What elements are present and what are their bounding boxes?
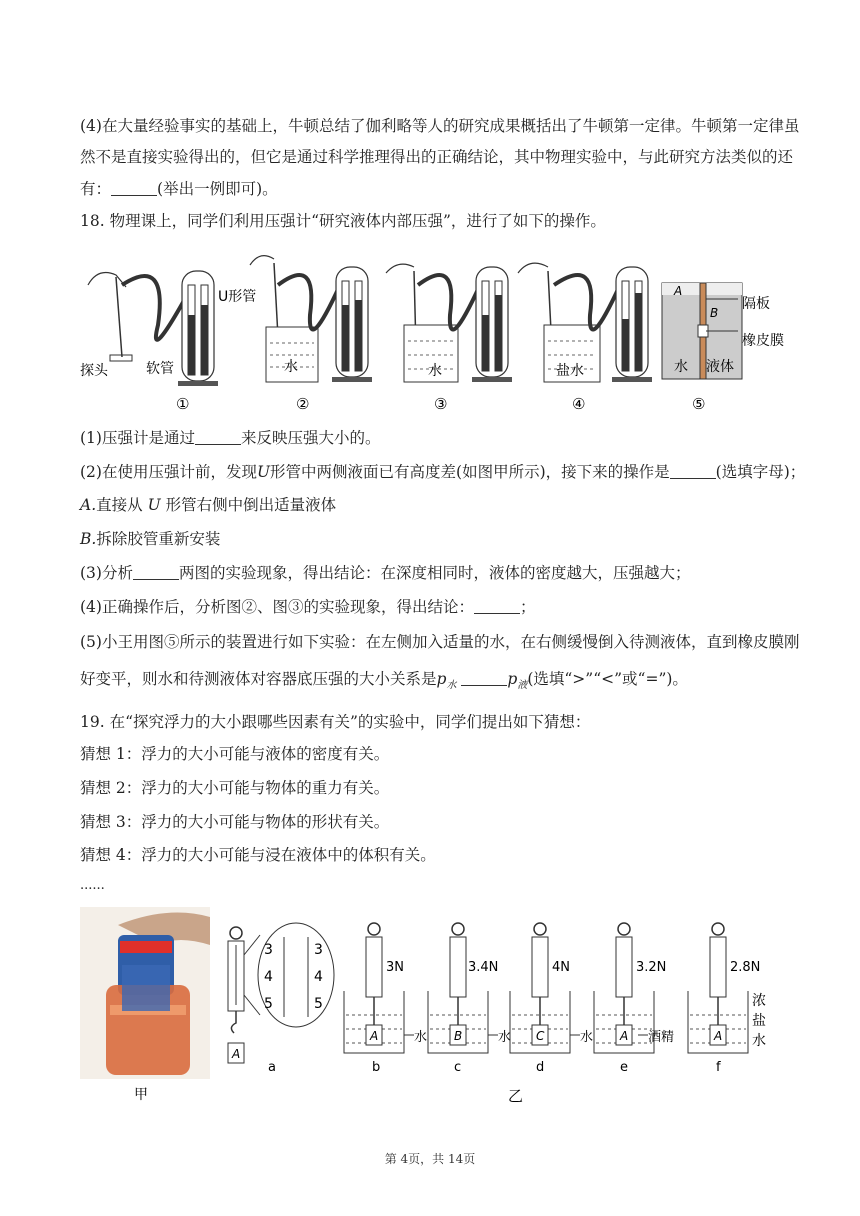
panel-a: a: [268, 1060, 276, 1075]
q18-p4-post: ；: [519, 598, 536, 616]
q19-guess-2: 猜想 2：浮力的大小可能与物体的重力有关。: [80, 779, 390, 797]
block-e: A: [620, 1029, 629, 1043]
q18-p3-post: 两图的实验现象，得出结论：在深度相同时，液体的密度越大，压强越大；: [178, 564, 691, 582]
reading-b: 3N: [386, 960, 404, 975]
panel-e: e: [620, 1060, 628, 1075]
fig-num-3: ③: [434, 395, 448, 413]
q17-line3-pre: 有：: [80, 180, 112, 198]
tick-3-right: 3: [314, 942, 323, 958]
q18-p5-line1: (5)小王用图⑤所示的装置进行如下实验：在左侧加入适量的水，在右侧缓慢倒入待测液体，直到橡皮膜刚: [80, 633, 800, 651]
liquid-f-2: 盐: [752, 1013, 766, 1029]
panel-d: d: [536, 1060, 545, 1075]
label-probe: 探头: [80, 363, 108, 379]
label-b: B: [710, 306, 719, 320]
block-d: C: [536, 1029, 545, 1043]
q18-p3: [80, 563, 690, 583]
label-u-tube: U形管: [218, 289, 257, 305]
reading-f: 2.8N: [730, 960, 761, 975]
option-b-letter: B.: [80, 530, 97, 548]
q18-p1-post: 来反映压强大小的。: [240, 429, 381, 447]
apparatus-2: [250, 256, 372, 382]
q18-p2-post: 形管中两侧液面已有高度差(如图甲所示)，接下来的操作是: [270, 463, 670, 481]
label-salt-water: 盐水: [556, 363, 584, 379]
label-hose: 软管: [146, 361, 174, 377]
q18-option-a: [80, 495, 336, 515]
tick-4-left: 4: [264, 969, 273, 985]
panel-c: c: [454, 1060, 462, 1075]
p-liquid: p: [507, 670, 518, 688]
tick-5-left: 5: [264, 996, 273, 1012]
label-water-2: 水: [284, 359, 298, 375]
q18-stem: 18. 物理课上，同学们利用压强计“研究液体内部压强”，进行了如下的操作。: [80, 212, 606, 230]
fig-num-4: ④: [572, 395, 586, 413]
q18-figure: [78, 245, 798, 417]
p-water-sub: 水: [446, 680, 457, 692]
q19-figure: [78, 905, 778, 1110]
label-membrane: 橡皮膜: [742, 333, 784, 349]
block-f: A: [714, 1029, 723, 1043]
q19-guess-4: 猜想 4：浮力的大小可能与浸在液体中的体积有关。: [80, 846, 436, 864]
apparatus-3: [386, 264, 512, 382]
q19-guess-3: 猜想 3：浮力的大小可能与物体的形状有关。: [80, 813, 390, 831]
block-c: B: [454, 1029, 463, 1043]
p-water: p: [436, 670, 447, 688]
option-a-post: 形管右侧中倒出适量液体: [165, 496, 337, 514]
block-b: A: [370, 1029, 379, 1043]
panel-b: b: [372, 1060, 381, 1075]
answer-blank: [133, 565, 179, 580]
tick-5-right: 5: [314, 996, 323, 1012]
q18-p2: [80, 462, 805, 482]
label-water-5: 水: [674, 359, 688, 375]
option-a-pre: 直接从: [96, 496, 143, 514]
answer-blank: [195, 430, 241, 445]
label-partition: 隔板: [742, 296, 770, 312]
p-liquid-sub: 液: [517, 680, 528, 692]
panel-f: f: [716, 1060, 721, 1075]
liquid-d: 水: [580, 1030, 594, 1045]
answer-blank: [474, 599, 520, 614]
q18-p2-pre: (2)在使用压强计前，发现: [80, 463, 257, 481]
beaker-d: [510, 923, 580, 1053]
fig-num-1: ①: [176, 395, 190, 413]
apparatus-4: [518, 263, 652, 382]
q17-line1: (4)在大量经验事实的基础上，牛顿总结了伽利略等人的研究成果概括出了牛顿第一定律。牛顿第一定律虽: [80, 117, 800, 135]
option-b-text: 拆除胶管重新安装: [96, 530, 221, 548]
q18-p4-pre: (4)正确操作后，分析图②、图③的实验现象，得出结论：: [80, 598, 474, 616]
q18-p2-end: (选填字母)；: [715, 463, 806, 481]
q18-p5-line2: [80, 669, 688, 696]
answer-blank: [670, 464, 716, 479]
q18-p3-pre: (3)分析: [80, 564, 133, 582]
liquid-f-1: 浓: [752, 993, 766, 1009]
liquid-b: 水: [414, 1030, 428, 1045]
liquid-c: 水: [498, 1030, 512, 1045]
q18-p1-pre: (1)压强计是通过: [80, 429, 195, 447]
q19-stem: 19. 在“探究浮力的大小跟哪些因素有关”的实验中，同学们提出如下猜想：: [80, 713, 591, 731]
label-liquid: 液体: [706, 359, 734, 375]
q18-p1: [80, 428, 380, 448]
reading-c: 3.4N: [468, 960, 499, 975]
q17-line3-post: (举出一例即可)。: [157, 180, 278, 198]
reading-d: 4N: [552, 960, 570, 975]
fig-num-5: ⑤: [692, 395, 706, 413]
q18-p5-line2-pre: 好变平，则水和待测液体对容器底压强的大小关系是: [80, 670, 437, 688]
answer-blank: [461, 671, 507, 686]
q18-option-b: [80, 529, 220, 549]
q18-p4: [80, 597, 535, 617]
label-a: A: [674, 284, 683, 298]
liquid-e: 酒精: [648, 1030, 675, 1045]
q19-guess-1: 猜想 1：浮力的大小可能与液体的密度有关。: [80, 745, 390, 763]
tick-3-left: 3: [264, 942, 273, 958]
q17-line3: [80, 179, 278, 199]
page-footer: 第 4页，共 14页: [384, 1152, 476, 1166]
answer-blank: [111, 181, 157, 196]
can-photo: [80, 907, 210, 1079]
liquid-f-3: 水: [752, 1033, 766, 1049]
option-a-u: U: [147, 496, 161, 514]
q19-ellipsis: ......: [80, 878, 105, 893]
beaker-b: [344, 923, 414, 1053]
q17-line2: 然不是直接实验得出的，但它是通过科学推理得出的正确结论，其中物理实验中，与此研究方法类似的还: [80, 148, 794, 166]
beaker-c: [428, 923, 498, 1053]
block-a: A: [232, 1047, 241, 1061]
option-a-letter: A.: [80, 496, 97, 514]
label-yi: 乙: [508, 1087, 524, 1105]
q18-p2-u: U: [256, 463, 271, 481]
tick-4-right: 4: [314, 969, 323, 985]
reading-e: 3.2N: [636, 960, 667, 975]
label-jia: 甲: [134, 1087, 148, 1103]
q18-p5-line2-post: (选填“>”“<”或“=”)。: [527, 670, 688, 688]
fig-num-2: ②: [296, 395, 310, 413]
label-water-3: 水: [428, 363, 442, 379]
